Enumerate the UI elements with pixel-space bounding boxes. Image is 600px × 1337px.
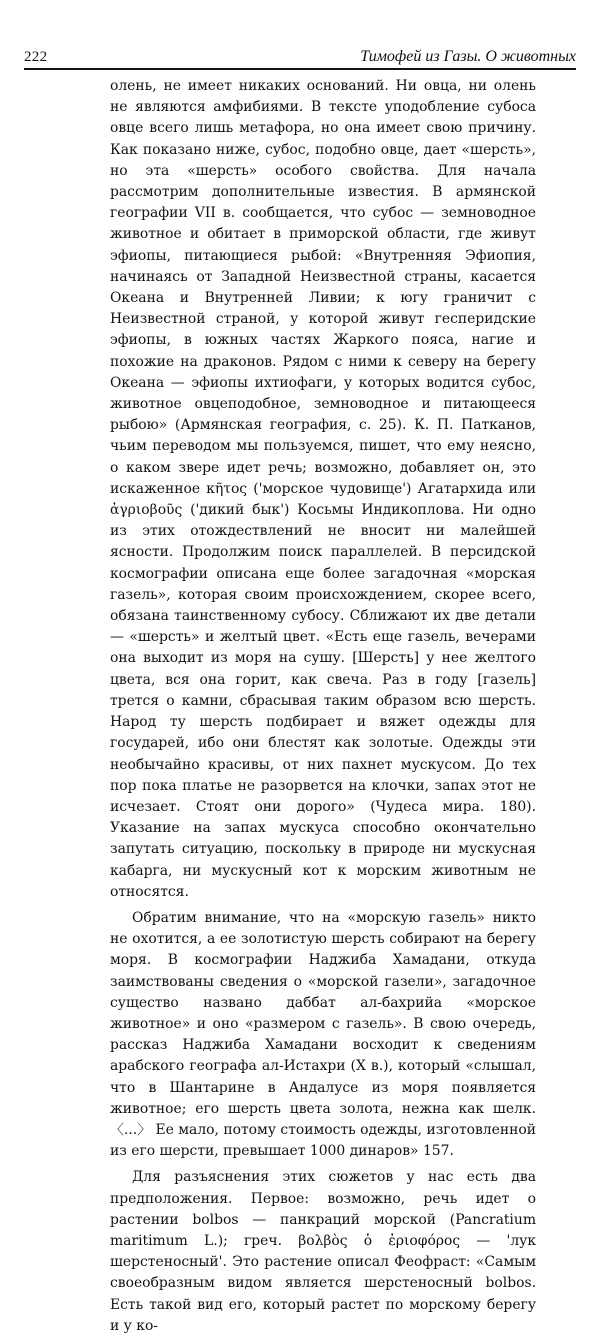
- header-rule: [24, 68, 576, 70]
- paragraph: олень, не имеет никаких оснований. Ни овца, ни олень не являются амфибиями. В тексте уподобление субоса овце всего лишь метафора, но она имеет свою причину. Как показано ниже, субос, подобно овце, дает «шерсть», но эта «шерсть» особого свойства. Для начала рассмотрим дополнительные известия. В армянской географии VII в. сообщается, что субос — земноводное животное и обитает в приморской области, где живут эфиопы, питающиеся рыбой: «Внутренняя Эфиопия, начинаясь от Западной Неизвестной страны, касается Океана и Внутренней Ливии; к югу граничит с Неизвестной страной, у которой живут гесперидские эфиопы, в южных частях Жаркого пояса, нагие и похожие на драконов. Рядом с ними к северу на берегу Океана — эфиопы ихтиофаги, у которых водится субос, животное овцеподобное, земноводное и питающееся рыбою» (Армянская география, с. 25). К. П. Патканов, чьим переводом мы пользуемся, пишет, что ему неясно, о каком звере идет речь; возможно, добавляет он, это искаженное κῆτος ('морское чудовище') Агатархида или ἀγριοβοῦς ('дикий бык') Косьмы Индикоплова. Ни одно из этих отождествлений не вносит ни малейшей ясности. Продолжим поиск параллелей. В персидской космографии описана еще более загадочная «морская газель», которая своим происхождением, скорее всего, обязана таинственному субосу. Сближают их две детали — «шерсть» и желтый цвет. «Есть еще газель, вечерами она выходит из моря на сушу. [Шерсть] у нее желтого цвета, вся она горит, как свеча. Раз в году [газель] трется о камни, сбрасывая таким образом всю шерсть. Народ ту шерсть подбирает и вяжет одежды для государей, ибо они блестят как золотые. Одежды эти необычайно красивы, от них пахнет мускусом. До тех пор пока платье не разорвется на клочки, запах этот не исчезает. Стоят они дорого» (Чудеса мира. 180). Указание на запах мускуса способно окончательно запутать ситуацию, поскольку в природе ни мускусная кабарга, ни мускусный кот к морским животным не относятся.: [110, 78, 536, 900]
- page-header: [24, 38, 576, 66]
- running-title: Тимофей из Газы. О животных: [360, 48, 576, 65]
- paragraph: Обратим внимание, что на «морскую газель» никто не охотится, а ее золотистую шерсть собирают на берегу моря. В космографии Наджиба Хамадани, откуда заимствованы сведения о «морской газели», загадочное существо названо даббат ал-бахрийа «морское животное» и оно «размером с газель». В свою очередь, рассказ Наджиба Хамадани восходит к сведениям арабского географа ал-Истахри (X в.), который «слышал, что в Шантарине в Андалусе из моря появляется животное; его шерсть цвета золота, нежна как шелк. 〈...〉 Ее мало, потому стоимость одежды, изготовленной из его шерсти, превышает 1000 динаров» 157.: [110, 909, 536, 1160]
- page-number: 222: [24, 49, 48, 65]
- body-text: [110, 76, 536, 1337]
- paragraph: Для разъяснения этих сюжетов у нас есть два предположения. Первое: возможно, речь идет о растении bolbos — панкраций морской (Pancratium maritimum L.); греч. βολβὸς ὁ ἐριοφόρος — 'лук шерстеносный'. Это растение описал Феофраст: «Самым своеобразным видом является шерстеносный bolbos. Есть такой вид его, который растет по морскому берегу и у ко-: [110, 1169, 536, 1334]
